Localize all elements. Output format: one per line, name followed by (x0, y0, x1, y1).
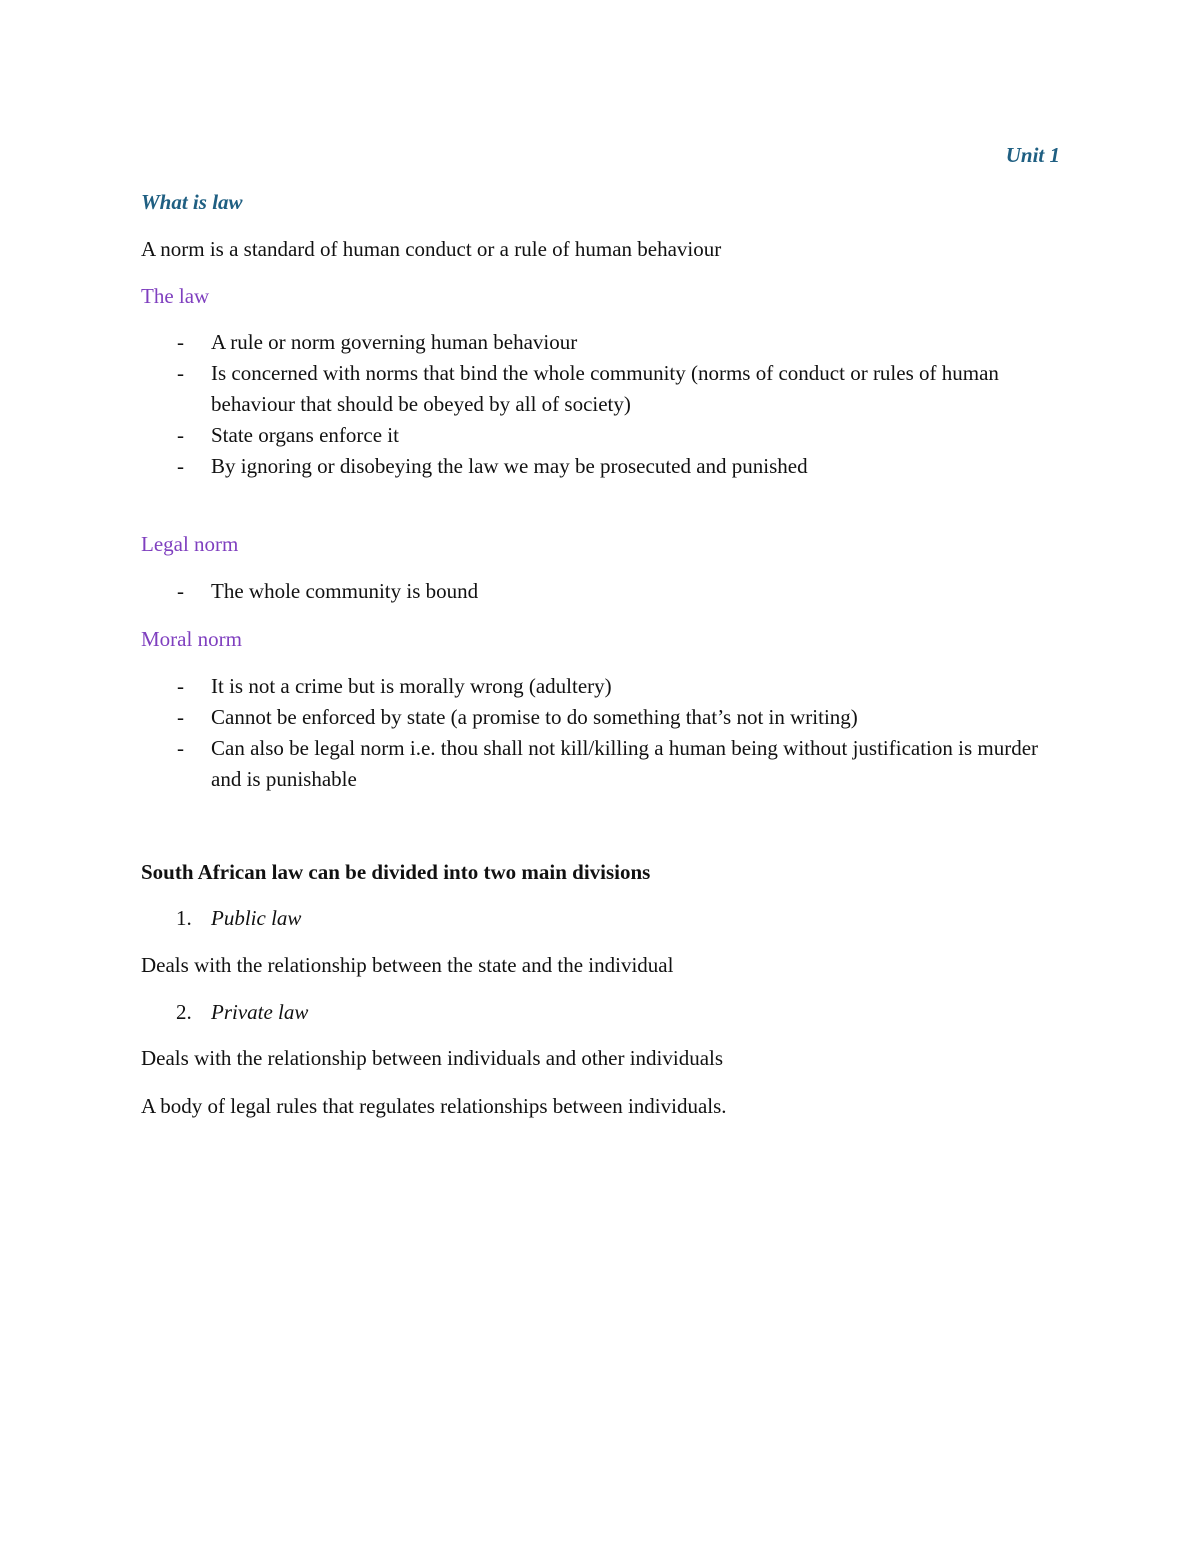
item-number: 2. (176, 1000, 192, 1024)
item-label: Private law (211, 1000, 309, 1024)
list-item: - By ignoring or disobeying the law we may be prosecuted and punished (141, 451, 1041, 482)
bullet-dash: - (177, 579, 184, 603)
bullet-dash: - (177, 674, 184, 698)
list-item: - The whole community is bound (141, 576, 1041, 607)
bullet-dash: - (177, 423, 184, 447)
bullet-dash: - (177, 330, 184, 354)
list-item: - A rule or norm governing human behaviour (141, 327, 1041, 358)
list-item: - Can also be legal norm i.e. thou shall not kill/killing a human being without justification is murder and is punishable (141, 733, 1041, 795)
bullet-dash: - (177, 705, 184, 729)
division-item-private-law (176, 997, 308, 1028)
legal-norm-heading: Legal norm (141, 532, 239, 556)
bullet-dash: - (177, 361, 184, 385)
bullet-dash: - (177, 736, 184, 760)
list-item: - Is concerned with norms that bind the whole community (norms of conduct or rules of human behaviour that should be obeyed by all of society) (141, 358, 1041, 420)
unit-title: Unit 1 (1005, 143, 1060, 167)
closing-sentence: A body of legal rules that regulates relationships between individuals. (141, 1094, 727, 1118)
list-item: - State organs enforce it (141, 420, 1041, 451)
divisions-heading: South African law can be divided into two main divisions (141, 860, 651, 884)
the-law-bullets (141, 327, 1041, 482)
the-law-heading: The law (141, 284, 210, 308)
what-is-law-heading: What is law (141, 190, 243, 214)
division-item-public-law (176, 903, 301, 934)
norm-definition: A norm is a standard of human conduct or a rule of human behaviour (141, 237, 722, 261)
private-law-description: Deals with the relationship between individuals and other individuals (141, 1046, 724, 1070)
list-item: - It is not a crime but is morally wrong (adultery) (141, 671, 1041, 702)
bullet-dash: - (177, 454, 184, 478)
moral-norm-heading: Moral norm (141, 627, 242, 651)
moral-norm-bullets (141, 671, 1041, 795)
item-label: Public law (211, 906, 302, 930)
public-law-description: Deals with the relationship between the state and the individual (141, 953, 674, 977)
list-item: - Cannot be enforced by state (a promise to do something that’s not in writing) (141, 702, 1041, 733)
item-number: 1. (176, 906, 192, 930)
legal-norm-bullets (141, 576, 1041, 607)
